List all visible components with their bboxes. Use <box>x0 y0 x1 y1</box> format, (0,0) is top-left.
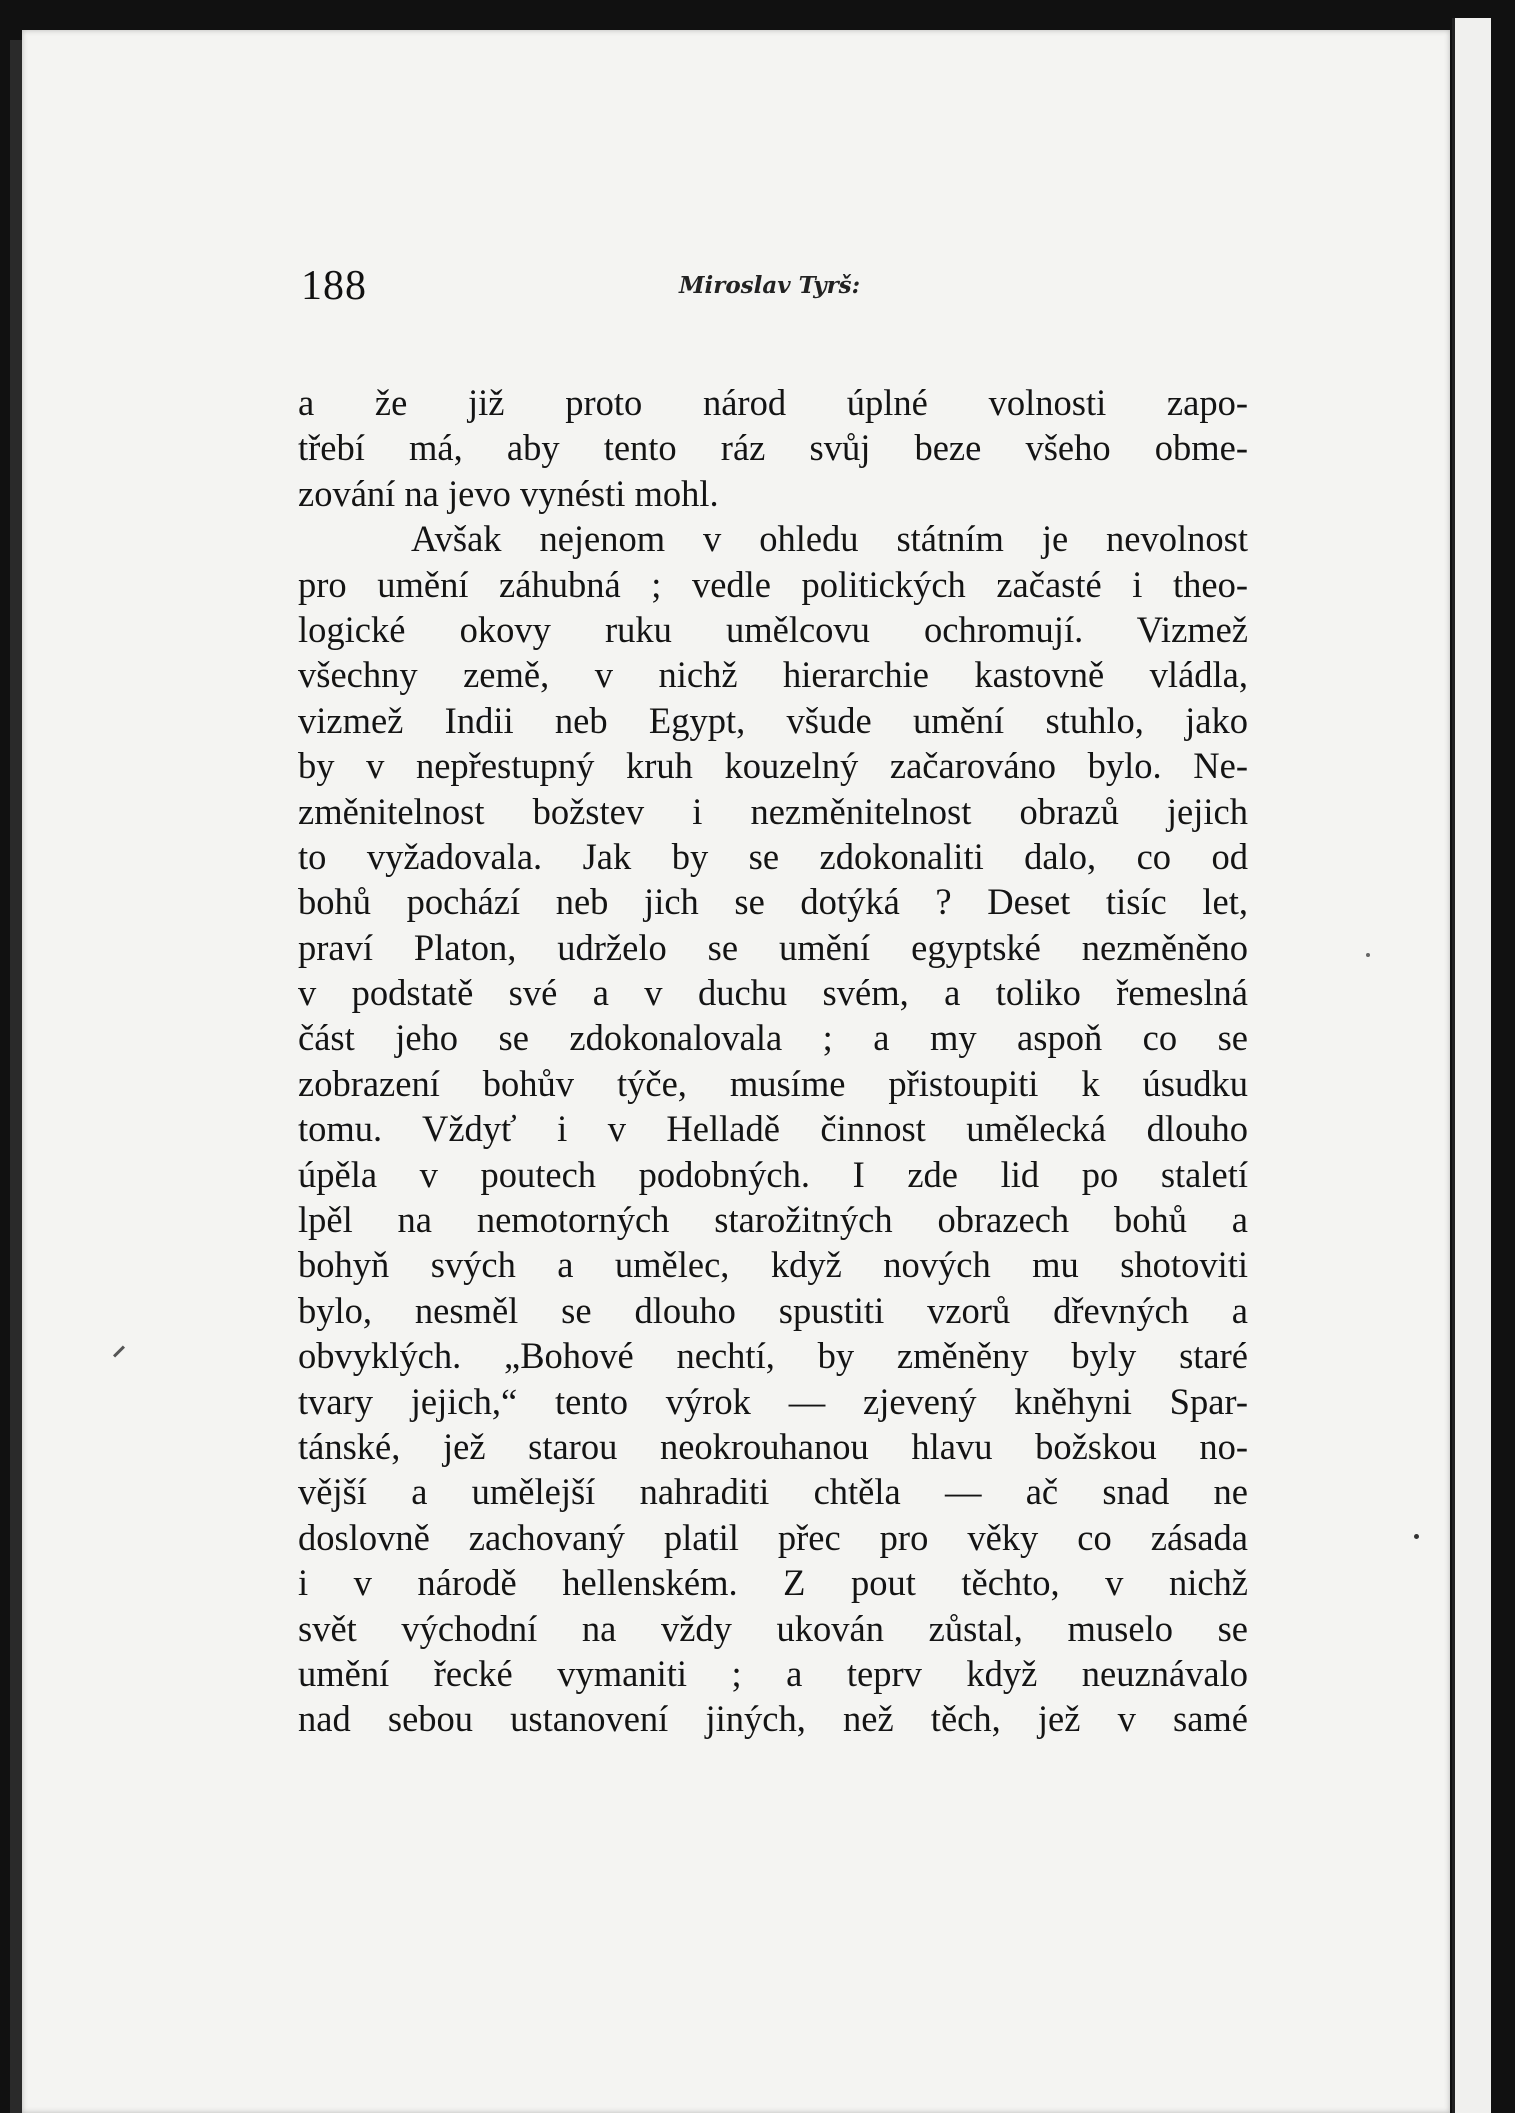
running-head: Miroslav Tyrš: <box>679 272 861 299</box>
text-line: změnitelnost božstev i nezměnitelnost obrazů jejich <box>298 790 1248 832</box>
text-line: umění řecké vymaniti ; a teprv když neuznávalo <box>298 1652 1248 1694</box>
text-line: zování na jevo vynésti mohl. <box>298 472 719 514</box>
text-line: praví Platon, udrželo se umění egyptské nezměněno <box>298 926 1248 968</box>
text-line: vizmež Indii neb Egypt, všude umění stuhlo, jako <box>298 699 1248 741</box>
text-line: všechny země, v nichž hierarchie kastovně vládla, <box>298 654 1248 696</box>
text-line: obvyklých. „Bohové nechtí, by změněny byly staré <box>298 1335 1248 1377</box>
page-left-edge <box>10 40 22 2113</box>
text-line: vější a umělejší nahraditi chtěla — ač snad ne <box>298 1471 1248 1513</box>
text-line: tomu. Vždyť i v Helladě činnost umělecká dlouho <box>298 1108 1248 1150</box>
text-line: i v národě hellenském. Z pout těchto, v nichž <box>298 1562 1248 1604</box>
text-line: Avšak nejenom v ohledu státním je nevolnost <box>411 518 1248 560</box>
text-line: v podstatě své a v duchu svém, a toliko řemeslná <box>298 972 1248 1014</box>
text-line: doslovně zachovaný platil přec pro věky co zásada <box>298 1516 1248 1558</box>
page-header <box>301 262 1251 322</box>
text-line: úpěla v poutech podobných. I zde lid po staletí <box>298 1153 1248 1195</box>
body-text <box>298 380 1248 1742</box>
text-line: zobrazení bohův týče, musíme přistoupiti k úsudku <box>298 1062 1248 1104</box>
text-line: tvary jejich,“ tento výrok — zjevený kněhyni Spar- <box>298 1380 1248 1422</box>
text-line: bohyň svých a umělec, když nových mu shotoviti <box>298 1244 1248 1286</box>
text-line: to vyžadovala. Jak by se zdokonaliti dalo, co od <box>298 835 1248 877</box>
text-line: pro umění záhubná ; vedle politických začasté i theo- <box>298 563 1248 605</box>
text-line: a že již proto národ úplné volnosti zapo- <box>298 382 1248 423</box>
text-line: svět východní na vždy ukován zůstal, muselo se <box>298 1607 1248 1649</box>
text-line: třebí má, aby tento ráz svůj beze všeho obme- <box>298 427 1248 469</box>
text-line: bylo, nesměl se dlouho spustiti vzorů dřevných a <box>298 1289 1248 1331</box>
text-line: lpěl na nemotorných starožitných obrazech bohů a <box>298 1199 1248 1241</box>
page-right-edge <box>1452 18 1491 2113</box>
text-line: část jeho se zdokonalovala ; a my aspoň co se <box>298 1017 1248 1059</box>
page-number: 188 <box>301 263 367 309</box>
text-line: by v nepřestupný kruh kouzelný začarováno bylo. Ne- <box>298 745 1248 787</box>
text-line: nad sebou ustanovení jiných, než těch, jež v samé <box>298 1698 1248 1740</box>
margin-speck-mark <box>1366 953 1370 957</box>
text-line: bohů pochází neb jich se dotýká ? Deset tisíc let, <box>298 881 1248 923</box>
text-line: logické okovy ruku umělcovu ochromují. Vizmež <box>298 608 1248 650</box>
margin-dot-mark <box>1414 1534 1419 1539</box>
text-line: tánské, jež starou neokrouhanou hlavu božskou no- <box>298 1425 1248 1467</box>
